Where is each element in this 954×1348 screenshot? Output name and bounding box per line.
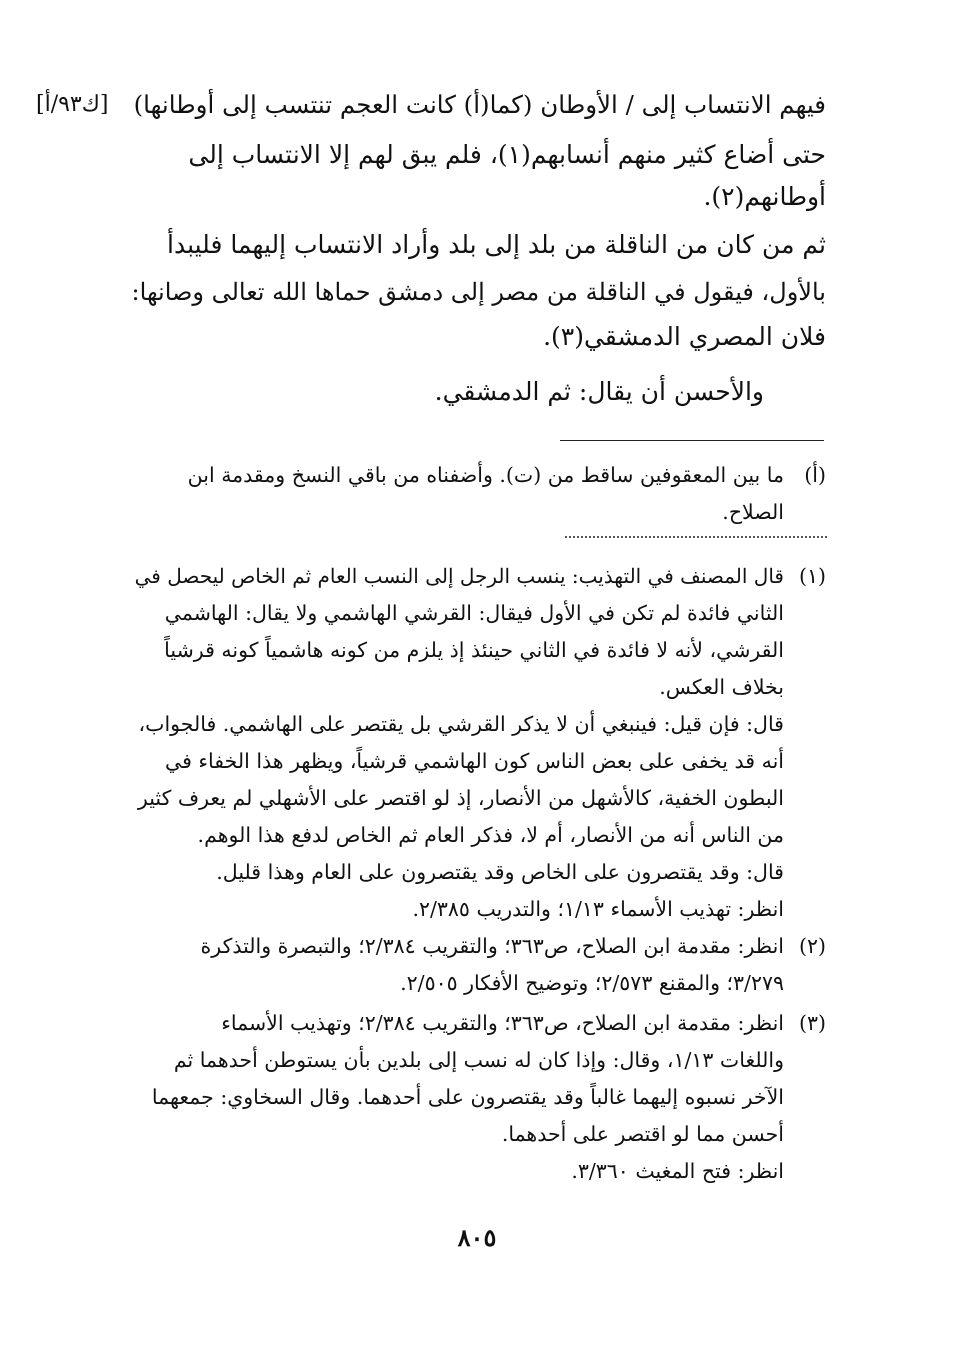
footnote-marker: (٢) bbox=[798, 934, 826, 958]
footnote-line: بخلاف العكس. bbox=[659, 675, 784, 699]
footnote-line: واللغات ١/١٣، وقال: وإذا كان له نسب إلى بلدين بأن يستوطن أحدهما ثم bbox=[173, 1048, 784, 1072]
manuscript-folio-ref: [ك٩٣/أ] bbox=[36, 92, 109, 117]
footnote-line: انظر: تهذيب الأسماء ١/١٣؛ والتدريب ٢/٣٨٥. bbox=[412, 897, 784, 921]
footnote-line: أنه قد يخفى على بعض الناس كون الهاشمي قرشياً، ويظهر هذا الخفاء في bbox=[164, 749, 784, 773]
footnote-line: الآخر نسبوه إليهما غالباً وقد يقتصرون على أحدهما. وقال السخاوي: جمعهما bbox=[151, 1085, 784, 1109]
footnote-line: انظر: مقدمة ابن الصلاح، ص٣٦٣؛ والتقريب ٢/٣٨٤؛ والتبصرة والتذكرة bbox=[200, 934, 784, 958]
footnote-divider-dotted bbox=[565, 536, 827, 538]
footnote-separator bbox=[560, 440, 824, 441]
footnote-line: القرشي، لأنه لا فائدة في الثاني حينئذ إذ يلزم من كونه هاشمياً كونه قرشياً bbox=[164, 638, 784, 662]
footnote-line: أحسن مما لو اقتصر على أحدهما. bbox=[501, 1122, 784, 1146]
main-line: والأحسن أن يقال: ثم الدمشقي. bbox=[434, 377, 764, 406]
main-line: حتى أضاع كثير منهم أنسابهم(١)، فلم يبق لهم إلا الانتساب إلى bbox=[188, 140, 826, 169]
footnote-line: الثاني فائدة لم تكن في الأول فيقال: القرشي الهاشمي ولا يقال: الهاشمي bbox=[164, 601, 784, 625]
footnote-marker: (٣) bbox=[798, 1011, 826, 1035]
footnote-marker: (أ) bbox=[804, 463, 826, 487]
main-line: أوطانهم(٢). bbox=[703, 182, 826, 211]
footnote-line: البطون الخفية، كالأشهل من الأنصار، إذ لو اقتصر على الأشهلي لم يعرف كثير bbox=[137, 786, 784, 810]
page-number: ٨٠٥ bbox=[457, 1223, 497, 1252]
footnote-line: انظر: فتح المغيث ٣/٣٦٠. bbox=[571, 1159, 784, 1183]
main-line: ثم من كان من الناقلة من بلد إلى بلد وأراد الانتساب إليهما فليبدأ bbox=[167, 230, 826, 259]
footnote-line: ٣/٢٧٩؛ والمقنع ٢/٥٧٣؛ وتوضيح الأفكار ٢/٥٠٥. bbox=[400, 971, 784, 995]
footnote-line: قال: وقد يقتصرون على الخاص وقد يقتصرون على العام وهذا قليل. bbox=[216, 860, 784, 884]
footnote-line: ما بين المعقوفين ساقط من (ت). وأضفناه من باقي النسخ ومقدمة ابن bbox=[187, 463, 784, 487]
footnote-marker: (١) bbox=[798, 564, 826, 588]
footnote-line: قال: فإن قيل: فينبغي أن لا يذكر القرشي بل يقتصر على الهاشمي. فالجواب، bbox=[138, 712, 784, 736]
footnote-line: من الناس أنه من الأنصار، أم لا، فذكر العام ثم الخاص لدفع هذا الوهم. bbox=[197, 823, 784, 847]
main-line: فلان المصري الدمشقي(٣). bbox=[543, 322, 826, 351]
main-line: بالأول، فيقول في الناقلة من مصر إلى دمشق حماها الله تعالى وصانها: bbox=[131, 278, 826, 306]
footnote-line: الصلاح. bbox=[722, 500, 784, 524]
main-line: فيهم الانتساب إلى / الأوطان (كما(أ) كانت العجم تنتسب إلى أوطانها) bbox=[133, 90, 826, 119]
footnote-line: قال المصنف في التهذيب: ينسب الرجل إلى النسب العام ثم الخاص ليحصل في bbox=[134, 564, 784, 588]
footnote-line: انظر: مقدمة ابن الصلاح، ص٣٦٣؛ والتقريب ٢/٣٨٤؛ وتهذيب الأسماء bbox=[221, 1011, 784, 1035]
